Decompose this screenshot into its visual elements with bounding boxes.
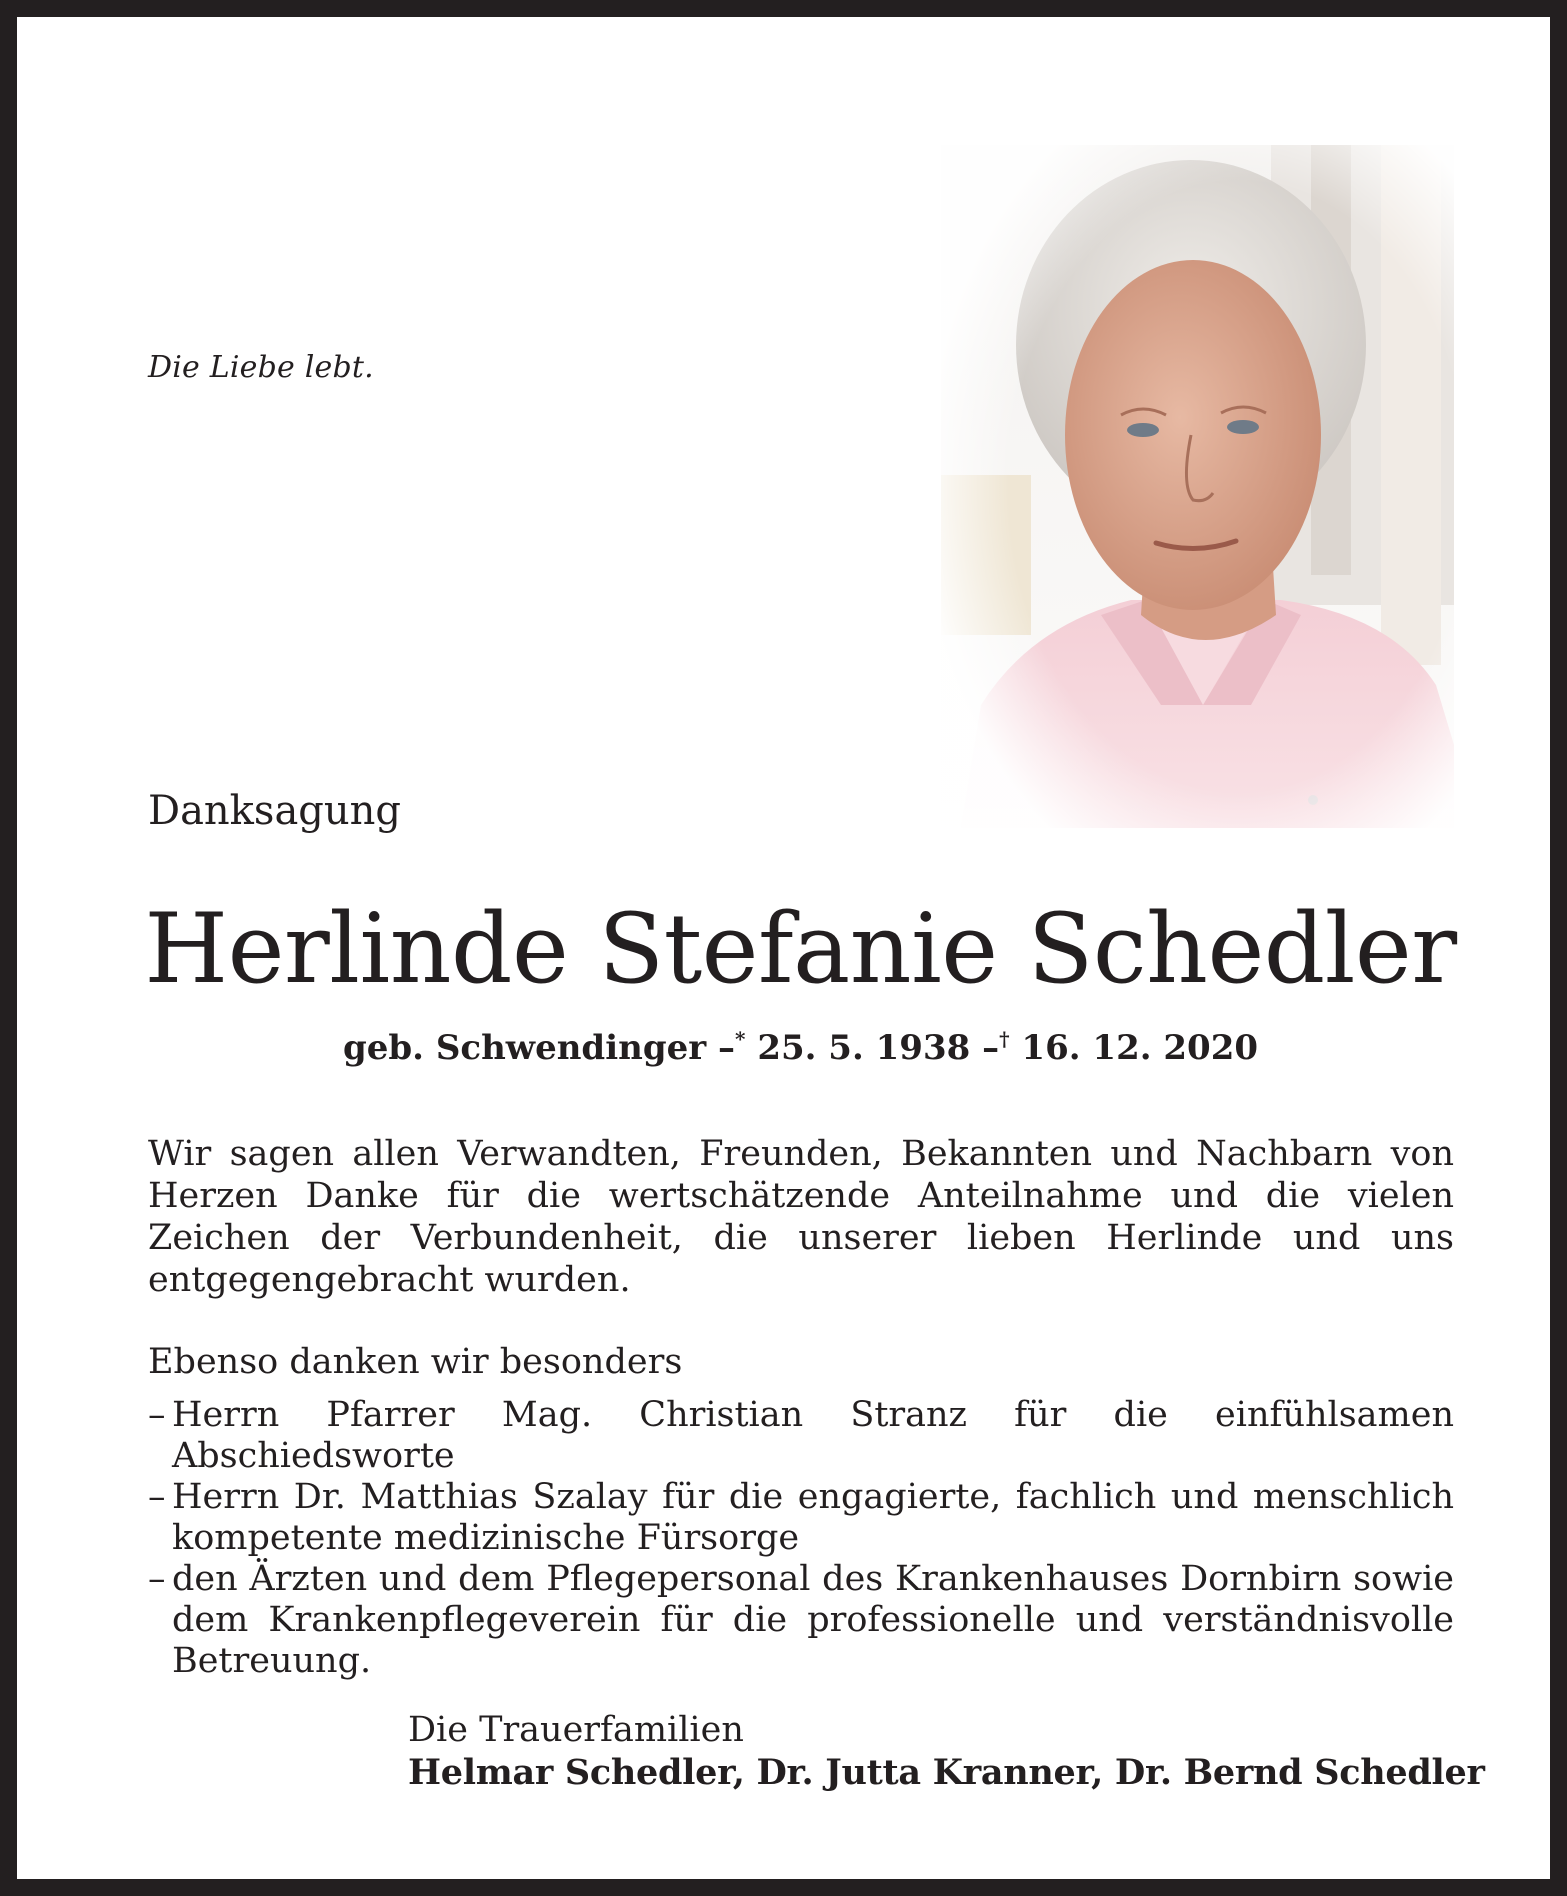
birth-symbol: * bbox=[735, 1027, 746, 1051]
bullet-dash: – bbox=[148, 1395, 166, 1435]
list-item-text: Herrn Pfarrer Mag. Christian Stranz für die einfühlsamen Abschiedsworte bbox=[172, 1395, 1454, 1476]
thanks-list bbox=[148, 1395, 1454, 1682]
motto: Die Liebe lebt. bbox=[148, 350, 374, 385]
heading-danksagung: Danksagung bbox=[148, 788, 402, 834]
bullet-dash: – bbox=[148, 1559, 166, 1599]
list-item bbox=[148, 1559, 1454, 1682]
separator: – bbox=[718, 1028, 735, 1068]
list-item bbox=[148, 1477, 1454, 1559]
signature-label: Die Trauerfamilien bbox=[408, 1710, 744, 1750]
death-symbol: † bbox=[999, 1027, 1010, 1051]
signature-names: Helmar Schedler, Dr. Jutta Kranner, Dr. Bernd Schedler bbox=[408, 1752, 1485, 1793]
portrait-photo bbox=[941, 145, 1454, 828]
born-name: geb. Schwendinger bbox=[342, 1028, 707, 1068]
portrait-illustration bbox=[941, 145, 1454, 828]
list-item bbox=[148, 1395, 1454, 1477]
thanks-intro: Ebenso danken wir besonders bbox=[148, 1342, 683, 1382]
birth-date: 25. 5. 1938 bbox=[757, 1028, 971, 1068]
thanks-paragraph: Wir sagen allen Verwandten, Freunden, Bekannten und Nachbarn von Herzen Danke für die wertschätzende Anteilnahme und die vielen Zeichen der Verbundenheit, die unserer lieben Herlinde und uns entgegengebracht wurden. bbox=[148, 1134, 1454, 1300]
deceased-name: Herlinde Stefanie Schedler bbox=[144, 893, 1457, 1005]
list-item-text: Herrn Dr. Matthias Szalay für die engagierte, fachlich und menschlich kompetente medizinische Fürsorge bbox=[172, 1477, 1454, 1558]
birth-death-line bbox=[17, 1027, 1567, 1068]
bullet-dash: – bbox=[148, 1477, 166, 1517]
list-item-text: den Ärzten und dem Pflegepersonal des Krankenhauses Dornbirn sowie dem Krankenpflegeverein für die professionelle und verständnisvolle Betreuung. bbox=[172, 1559, 1454, 1681]
separator: – bbox=[982, 1028, 1000, 1068]
death-date: 16. 12. 2020 bbox=[1021, 1028, 1259, 1068]
